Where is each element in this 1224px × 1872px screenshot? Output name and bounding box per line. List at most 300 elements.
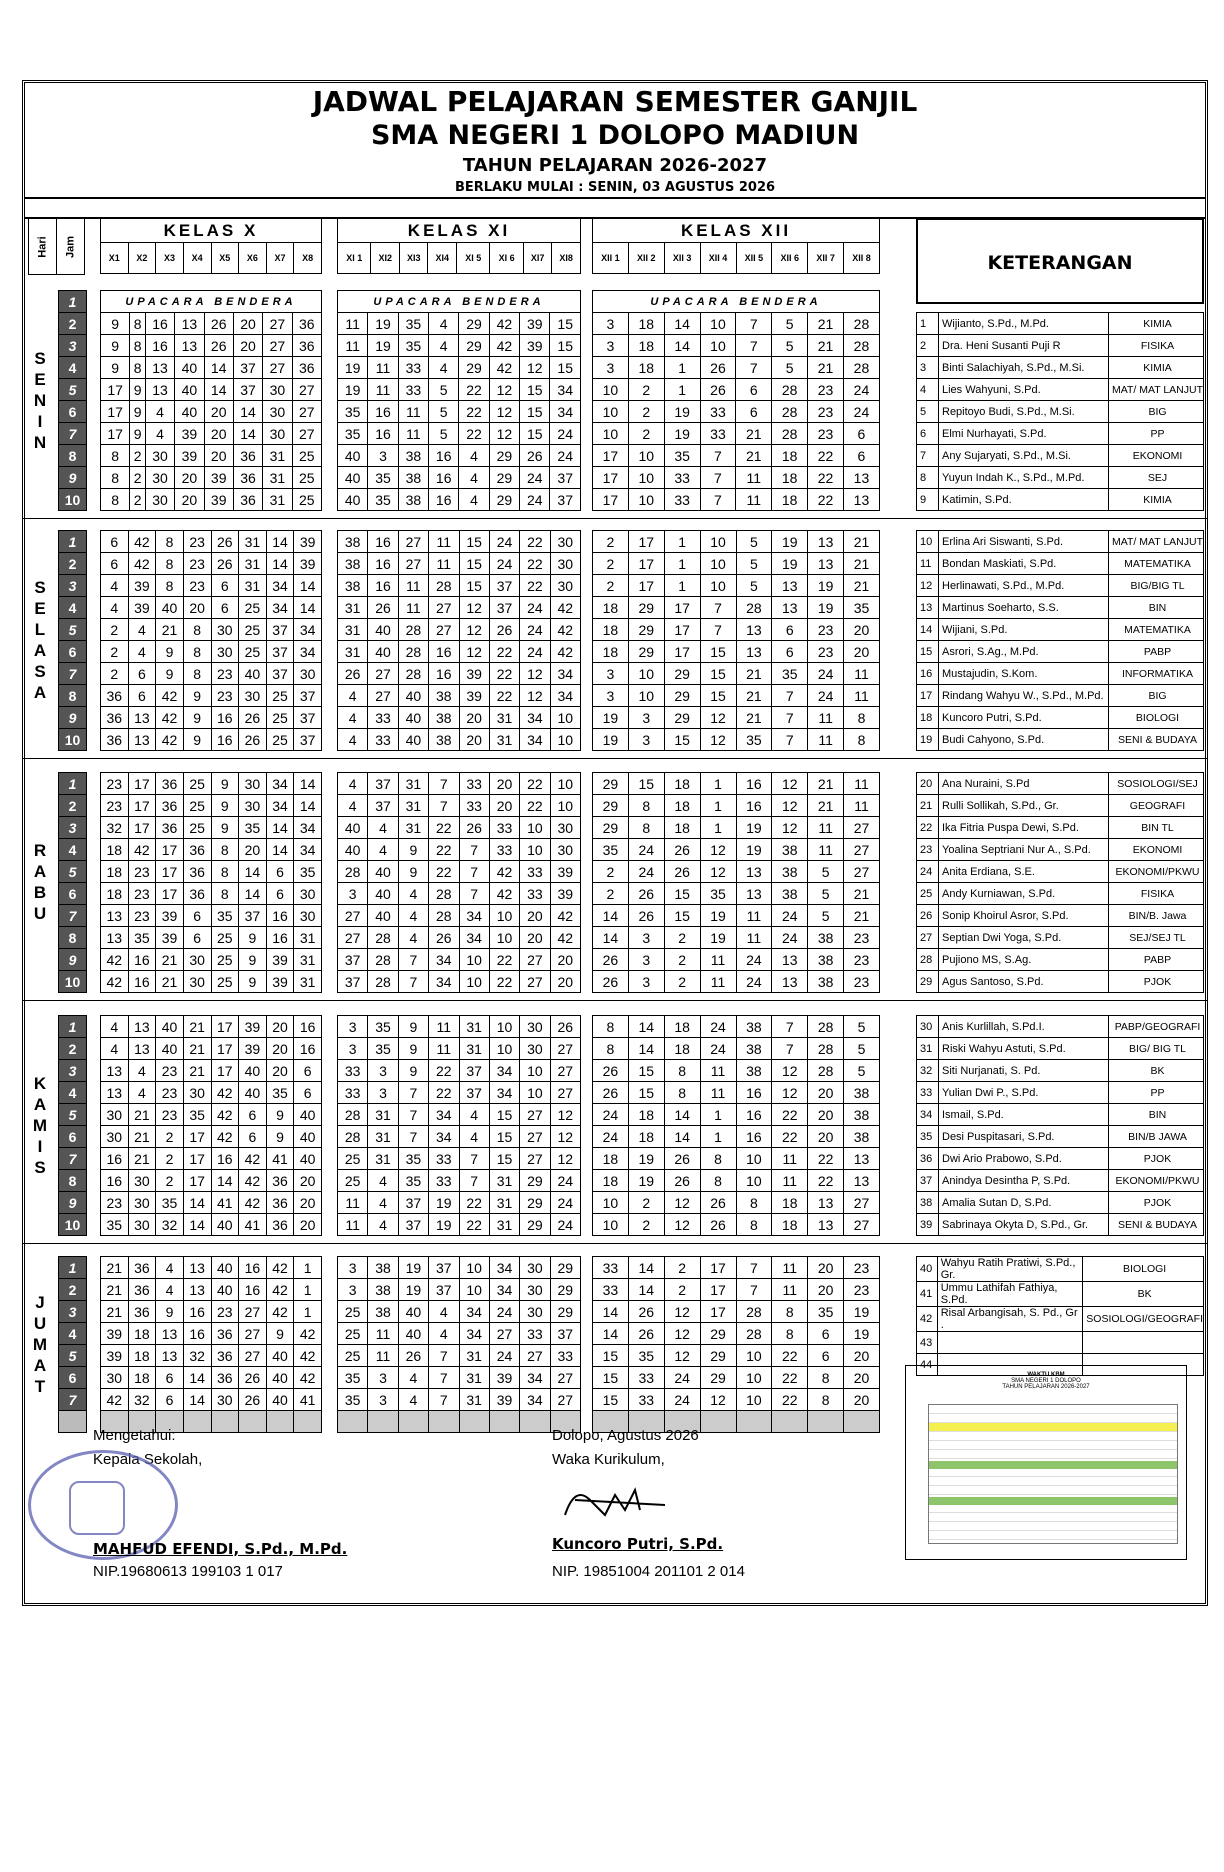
teacher-code-cell: 29 [459, 335, 489, 357]
teacher-code-cell: 39 [489, 1389, 519, 1411]
teacher-code-cell: 12 [459, 641, 489, 663]
teacher-code-cell: 39 [239, 1016, 267, 1038]
teacher-code-cell: 24 [489, 1301, 519, 1323]
table-row [338, 531, 581, 553]
teacher-code-cell: 7 [429, 773, 459, 795]
teacher-code-cell: 17 [593, 489, 629, 511]
empty-cell [266, 1411, 294, 1433]
teacher-code-cell: 10 [700, 531, 736, 553]
teacher-code-cell: 42 [128, 839, 156, 861]
table-row [593, 357, 880, 379]
teacher-code-cell: 33 [520, 861, 550, 883]
teacher-code-cell: 19 [736, 817, 772, 839]
teacher-code-cell: 8 [700, 1170, 736, 1192]
teacher-code-cell: 5 [844, 1038, 880, 1060]
class-col-header: X8 [294, 243, 322, 274]
teacher-code-cell: 11 [808, 729, 844, 751]
teacher-code-cell: 12 [700, 729, 736, 751]
teacher-code-cell: 26 [429, 927, 459, 949]
teacher-code-cell: 40 [294, 1148, 322, 1170]
teacher-code-cell: 23 [808, 379, 844, 401]
teacher-code-cell: 2 [593, 861, 629, 883]
teacher-code-cell: 7 [398, 1126, 428, 1148]
table-row [593, 1126, 880, 1148]
teacher-code-cell: 10 [593, 1214, 629, 1236]
teacher-code-cell: 22 [808, 489, 844, 511]
teacher-code-cell: 27 [844, 1192, 880, 1214]
table-row [593, 467, 880, 489]
teacher-code-cell: 8 [183, 641, 211, 663]
teacher-code-cell: 24 [520, 641, 550, 663]
teacher-code-cell: 6 [183, 927, 211, 949]
teacher-code-cell: 4 [429, 313, 459, 335]
teacher-list [916, 312, 1204, 511]
teacher-code-cell: 6 [211, 575, 239, 597]
teacher-number: 43 [917, 1332, 938, 1354]
teacher-code-cell: 23 [844, 1279, 880, 1301]
teacher-code-cell: 40 [338, 489, 368, 511]
teacher-code-cell: 22 [429, 839, 459, 861]
teacher-code-cell: 28 [398, 663, 428, 685]
table-row [101, 379, 322, 401]
teacher-code-cell: 27 [520, 1126, 550, 1148]
teacher-code-cell: 7 [429, 1367, 459, 1389]
teacher-code-cell: 20 [459, 729, 489, 751]
table-row [338, 905, 581, 927]
table-row [593, 817, 880, 839]
teacher-code-cell: 25 [211, 971, 239, 993]
teacher-code-cell: 5 [429, 379, 459, 401]
teacher-code-cell: 15 [628, 773, 664, 795]
schedule-jumat-xii [592, 1256, 880, 1433]
class-col-header: XII 3 [664, 243, 700, 274]
teacher-code-cell: 2 [664, 971, 700, 993]
teacher-code-cell: 38 [772, 839, 808, 861]
teacher-code-cell: 22 [459, 401, 489, 423]
teacher-code-cell: 11 [736, 927, 772, 949]
teacher-code-cell: 25 [183, 795, 211, 817]
table-row [338, 1257, 581, 1279]
teacher-code-cell: 13 [101, 1082, 129, 1104]
teacher-code-cell: 39 [489, 1367, 519, 1389]
table-row [101, 291, 322, 313]
table-row [101, 1214, 322, 1236]
teacher-list [916, 772, 1204, 993]
teacher-code-cell: 33 [593, 1257, 629, 1279]
teacher-code-cell: 35 [338, 423, 368, 445]
teacher-code-cell: 11 [429, 531, 459, 553]
teacher-code-cell: 8 [808, 1367, 844, 1389]
teacher-code-cell: 33 [489, 839, 519, 861]
teacher-code-cell: 6 [843, 445, 879, 467]
teacher-code-cell: 20 [844, 641, 880, 663]
teacher-code-cell: 31 [459, 1038, 489, 1060]
teacher-code-cell: 19 [429, 1214, 459, 1236]
teacher-code-cell: 28 [808, 1016, 844, 1038]
teacher-code-cell: 31 [239, 531, 267, 553]
teacher-code-cell: 42 [550, 905, 580, 927]
teacher-code-cell: 27 [292, 379, 321, 401]
teacher-code-cell: 38 [368, 1257, 398, 1279]
teacher-code-cell: 22 [520, 531, 550, 553]
teacher-number: 2 [917, 335, 939, 357]
teacher-code-cell: 3 [593, 357, 629, 379]
table-row [338, 971, 581, 993]
teacher-code-cell: 1 [700, 1104, 736, 1126]
teacher-code-cell: 14 [233, 401, 262, 423]
teacher-code-cell: 16 [211, 729, 239, 751]
schedule-kamis-xi [337, 1015, 581, 1236]
teacher-code-cell: 23 [808, 401, 844, 423]
teacher-code-cell: 3 [628, 927, 664, 949]
teacher-name: Wahyu Ratih Pratiwi, S.Pd., Gr. [937, 1257, 1083, 1282]
list-item [917, 1307, 1204, 1332]
list-item [917, 1060, 1204, 1082]
teacher-code-cell: 23 [101, 1192, 129, 1214]
teacher-code-cell: 36 [211, 1323, 239, 1345]
teacher-code-cell: 8 [736, 1192, 772, 1214]
teacher-code-cell: 24 [550, 1214, 580, 1236]
teacher-code-cell: 15 [459, 531, 489, 553]
teacher-code-cell: 19 [844, 1323, 880, 1345]
teacher-code-cell: 11 [772, 1279, 808, 1301]
teacher-name: Rulli Sollikah, S.Pd., Gr. [939, 795, 1109, 817]
teacher-number: 38 [917, 1192, 939, 1214]
title-line-4: BERLAKU MULAI : SENIN, 03 AGUSTUS 2026 [454, 180, 776, 195]
teacher-name: Martinus Soeharto, S.S. [939, 597, 1109, 619]
teacher-name: Elmi Nurhayati, S.Pd. [939, 423, 1109, 445]
teacher-code-cell: 1 [664, 357, 700, 379]
teacher-code-cell: 15 [459, 553, 489, 575]
teacher-code-cell: 12 [550, 1148, 580, 1170]
teacher-code-cell: 24 [808, 685, 844, 707]
teacher-code-cell: 20 [808, 1082, 844, 1104]
teacher-code-cell: 18 [772, 1192, 808, 1214]
teacher-code-cell: 2 [664, 949, 700, 971]
table-row [101, 1389, 322, 1411]
jam-cell: 7 [59, 423, 87, 445]
teacher-code-cell: 30 [239, 795, 267, 817]
teacher-code-cell: 20 [294, 1214, 322, 1236]
teacher-code-cell: 12 [664, 1301, 700, 1323]
empty-cell [211, 1411, 239, 1433]
table-row [101, 553, 322, 575]
teacher-code-cell: 23 [844, 927, 880, 949]
teacher-code-cell: 17 [664, 619, 700, 641]
table-row [593, 1016, 880, 1038]
jam-cell: 1 [59, 291, 87, 313]
teacher-code-cell: 10 [593, 423, 629, 445]
teacher-code-cell: 8 [593, 1038, 629, 1060]
teacher-code-cell: 12 [700, 839, 736, 861]
teacher-subject: BIN TL [1109, 817, 1204, 839]
teacher-code-cell: 19 [664, 423, 700, 445]
teacher-number: 35 [917, 1126, 939, 1148]
teacher-code-cell: 18 [593, 641, 629, 663]
teacher-code-cell: 28 [368, 927, 398, 949]
teacher-code-cell: 13 [156, 1345, 184, 1367]
teacher-code-cell: 36 [101, 685, 129, 707]
teacher-name: Binti Salachiyah, S.Pd., M.Si. [939, 357, 1109, 379]
teacher-code-cell: 14 [183, 1214, 211, 1236]
teacher-code-cell: 9 [183, 685, 211, 707]
teacher-code-cell: 18 [593, 1148, 629, 1170]
teacher-code-cell: 21 [128, 1126, 156, 1148]
teacher-code-cell: 19 [772, 531, 808, 553]
class-col-header: X4 [183, 243, 211, 274]
day-label-kamis: K A M I S [32, 1073, 48, 1177]
teacher-code-cell: 21 [183, 1038, 211, 1060]
teacher-code-cell: 24 [550, 423, 581, 445]
teacher-code-cell: 37 [459, 1060, 489, 1082]
teacher-code-cell: 2 [130, 445, 146, 467]
teacher-code-cell: 26 [239, 729, 267, 751]
teacher-code-cell: 27 [239, 1301, 267, 1323]
teacher-code-cell: 8 [628, 817, 664, 839]
teacher-code-cell: 24 [628, 861, 664, 883]
teacher-number: 18 [917, 707, 939, 729]
jam-cell: 2 [59, 795, 87, 817]
table-row [593, 313, 880, 335]
teacher-code-cell: 26 [459, 817, 489, 839]
teacher-code-cell: 35 [156, 1192, 184, 1214]
teacher-code-cell: 30 [101, 1126, 129, 1148]
teacher-code-cell: 19 [593, 729, 629, 751]
empty-cell [398, 1411, 428, 1433]
teacher-code-cell: 31 [489, 1214, 519, 1236]
teacher-code-cell: 11 [772, 1170, 808, 1192]
teacher-code-cell: 35 [808, 1301, 844, 1323]
table-row [101, 641, 322, 663]
teacher-code-cell: 29 [550, 1279, 580, 1301]
teacher-code-cell: 42 [211, 1126, 239, 1148]
table-row [101, 1126, 322, 1148]
table-row [338, 1279, 581, 1301]
jam-cell: 5 [59, 861, 87, 883]
teacher-code-cell: 38 [736, 1038, 772, 1060]
table-row [338, 357, 581, 379]
list-item [917, 467, 1204, 489]
teacher-code-cell: 10 [736, 1170, 772, 1192]
teacher-code-cell: 37 [550, 1323, 580, 1345]
teacher-code-cell: 34 [459, 927, 489, 949]
table-row [593, 729, 880, 751]
teacher-code-cell: 36 [292, 357, 321, 379]
teacher-code-cell: 3 [628, 949, 664, 971]
teacher-code-cell: 39 [550, 861, 580, 883]
class-col-header: X7 [266, 243, 294, 274]
teacher-code-cell: 8 [156, 531, 184, 553]
teacher-code-cell: 31 [398, 795, 428, 817]
teacher-code-cell: 28 [843, 335, 879, 357]
teacher-code-cell: 40 [175, 401, 204, 423]
teacher-code-cell: 22 [520, 773, 550, 795]
table-row [338, 707, 581, 729]
table-row [338, 1192, 581, 1214]
teacher-code-cell: 40 [338, 817, 368, 839]
teacher-code-cell: 8 [664, 1082, 700, 1104]
teacher-code-cell: 40 [211, 1257, 239, 1279]
kelas-title: KELAS X [101, 219, 322, 243]
teacher-code-cell: 13 [808, 531, 844, 553]
class-col-header: X1 [101, 243, 129, 274]
teacher-code-cell: 16 [266, 927, 294, 949]
teacher-code-cell: 29 [700, 1323, 736, 1345]
teacher-code-cell: 4 [398, 1367, 428, 1389]
teacher-code-cell: 42 [294, 1323, 322, 1345]
table-row [101, 883, 322, 905]
teacher-code-cell: 13 [772, 949, 808, 971]
teacher-code-cell: 13 [843, 489, 879, 511]
teacher-code-cell: 20 [204, 445, 233, 467]
teacher-code-cell: 42 [489, 313, 519, 335]
teacher-code-cell: 35 [338, 401, 368, 423]
teacher-code-cell: 28 [772, 423, 808, 445]
teacher-code-cell: 21 [808, 795, 844, 817]
teacher-code-cell: 2 [593, 883, 629, 905]
teacher-code-cell: 15 [550, 357, 581, 379]
teacher-code-cell: 34 [459, 905, 489, 927]
teacher-code-cell: 35 [398, 1148, 428, 1170]
teacher-code-cell: 8 [101, 467, 130, 489]
teacher-code-cell: 17 [128, 773, 156, 795]
teacher-code-cell: 25 [266, 707, 294, 729]
teacher-name: Wijiani, S.Pd. [939, 619, 1109, 641]
teacher-code-cell: 12 [772, 1082, 808, 1104]
teacher-code-cell: 24 [489, 1345, 519, 1367]
teacher-code-cell: 42 [266, 1257, 294, 1279]
teacher-code-cell: 33 [664, 467, 700, 489]
jam-cell: 4 [59, 357, 87, 379]
teacher-code-cell: 17 [156, 839, 184, 861]
teacher-code-cell: 27 [263, 357, 292, 379]
teacher-code-cell: 5 [808, 883, 844, 905]
teacher-code-cell: 31 [398, 773, 428, 795]
table-row [338, 1016, 581, 1038]
teacher-code-cell: 30 [183, 971, 211, 993]
teacher-number: 16 [917, 663, 939, 685]
teacher-code-cell: 11 [700, 971, 736, 993]
teacher-code-cell: 9 [183, 729, 211, 751]
teacher-code-cell: 21 [844, 553, 880, 575]
teacher-code-cell: 3 [338, 1257, 368, 1279]
teacher-code-cell: 30 [550, 553, 580, 575]
schedule-kamis-x [100, 1015, 322, 1236]
teacher-number: 36 [917, 1148, 939, 1170]
teacher-code-cell: 13 [736, 619, 772, 641]
teacher-code-cell: 32 [183, 1345, 211, 1367]
teacher-subject: PJOK [1109, 1192, 1204, 1214]
teacher-code-cell: 33 [593, 1279, 629, 1301]
teacher-name: Ana Nuraini, S.Pd [939, 773, 1109, 795]
teacher-code-cell: 28 [736, 1323, 772, 1345]
teacher-code-cell: 4 [368, 1214, 398, 1236]
teacher-code-cell: 27 [520, 1104, 550, 1126]
jam-column [58, 530, 87, 751]
teacher-code-cell: 10 [520, 839, 550, 861]
teacher-code-cell: 29 [520, 1170, 550, 1192]
teacher-code-cell: 9 [211, 817, 239, 839]
teacher-code-cell: 18 [593, 597, 629, 619]
teacher-code-cell: 8 [183, 619, 211, 641]
teacher-code-cell: 24 [700, 1038, 736, 1060]
day-separator [22, 758, 1208, 759]
table-row [593, 641, 880, 663]
teacher-code-cell: 26 [628, 883, 664, 905]
schedule-rabu-xii [592, 772, 880, 993]
jam-cell: 2 [59, 553, 87, 575]
table-row [338, 401, 581, 423]
teacher-code-cell: 16 [239, 1257, 267, 1279]
teacher-code-cell: 5 [808, 905, 844, 927]
teacher-name: Dwi Ario Prabowo, S.Pd. [939, 1148, 1109, 1170]
teacher-code-cell: 22 [429, 1082, 459, 1104]
teacher-code-cell: 14 [183, 1192, 211, 1214]
teacher-code-cell: 28 [843, 357, 879, 379]
teacher-code-cell: 40 [294, 1126, 322, 1148]
list-item [917, 905, 1204, 927]
table-row [338, 423, 581, 445]
teacher-code-cell: 12 [459, 597, 489, 619]
teacher-code-cell: 19 [368, 313, 398, 335]
teacher-code-cell: 15 [550, 313, 581, 335]
teacher-code-cell: 34 [266, 597, 294, 619]
teacher-code-cell: 1 [294, 1301, 322, 1323]
teacher-code-cell: 6 [294, 1082, 322, 1104]
class-col-header: XI3 [399, 243, 428, 274]
teacher-code-cell: 12 [520, 685, 550, 707]
teacher-code-cell: 18 [772, 489, 808, 511]
teacher-code-cell: 37 [459, 1082, 489, 1104]
kbm-title3: TAHUN PELAJARAN 2026-2027 [1002, 1384, 1090, 1390]
teacher-code-cell: 38 [844, 1104, 880, 1126]
list-item [917, 489, 1204, 511]
teacher-code-cell: 5 [844, 1060, 880, 1082]
teacher-code-cell: 11 [772, 1148, 808, 1170]
teacher-code-cell: 27 [239, 1323, 267, 1345]
teacher-code-cell: 2 [628, 379, 664, 401]
table-row [101, 1104, 322, 1126]
teacher-code-cell: 33 [520, 1323, 550, 1345]
teacher-name: Ummu Lathifah Fathiya, S.Pd. [937, 1282, 1083, 1307]
teacher-code-cell: 8 [593, 1016, 629, 1038]
teacher-code-cell: 36 [211, 1367, 239, 1389]
keterangan-header: KETERANGAN [916, 218, 1204, 304]
teacher-code-cell: 30 [520, 1301, 550, 1323]
teacher-code-cell: 22 [520, 553, 550, 575]
teacher-code-cell: 3 [368, 1389, 398, 1411]
teacher-code-cell: 11 [368, 379, 398, 401]
teacher-code-cell: 4 [101, 1016, 129, 1038]
teacher-code-cell: 35 [101, 1214, 129, 1236]
teacher-code-cell: 21 [736, 685, 772, 707]
teacher-number: 41 [917, 1282, 938, 1307]
teacher-code-cell: 2 [156, 1148, 184, 1170]
teacher-code-cell: 30 [128, 1214, 156, 1236]
teacher-code-cell: 42 [489, 883, 519, 905]
teacher-code-cell: 34 [429, 971, 459, 993]
teacher-code-cell: 14 [593, 1301, 629, 1323]
teacher-code-cell: 42 [550, 619, 580, 641]
teacher-code-cell: 40 [239, 663, 267, 685]
teacher-code-cell: 33 [628, 1389, 664, 1411]
table-row [593, 1323, 880, 1345]
teacher-code-cell: 9 [266, 1126, 294, 1148]
teacher-code-cell: 40 [368, 641, 398, 663]
teacher-code-cell: 25 [292, 489, 321, 511]
teacher-code-cell: 33 [700, 401, 736, 423]
list-item [917, 597, 1204, 619]
